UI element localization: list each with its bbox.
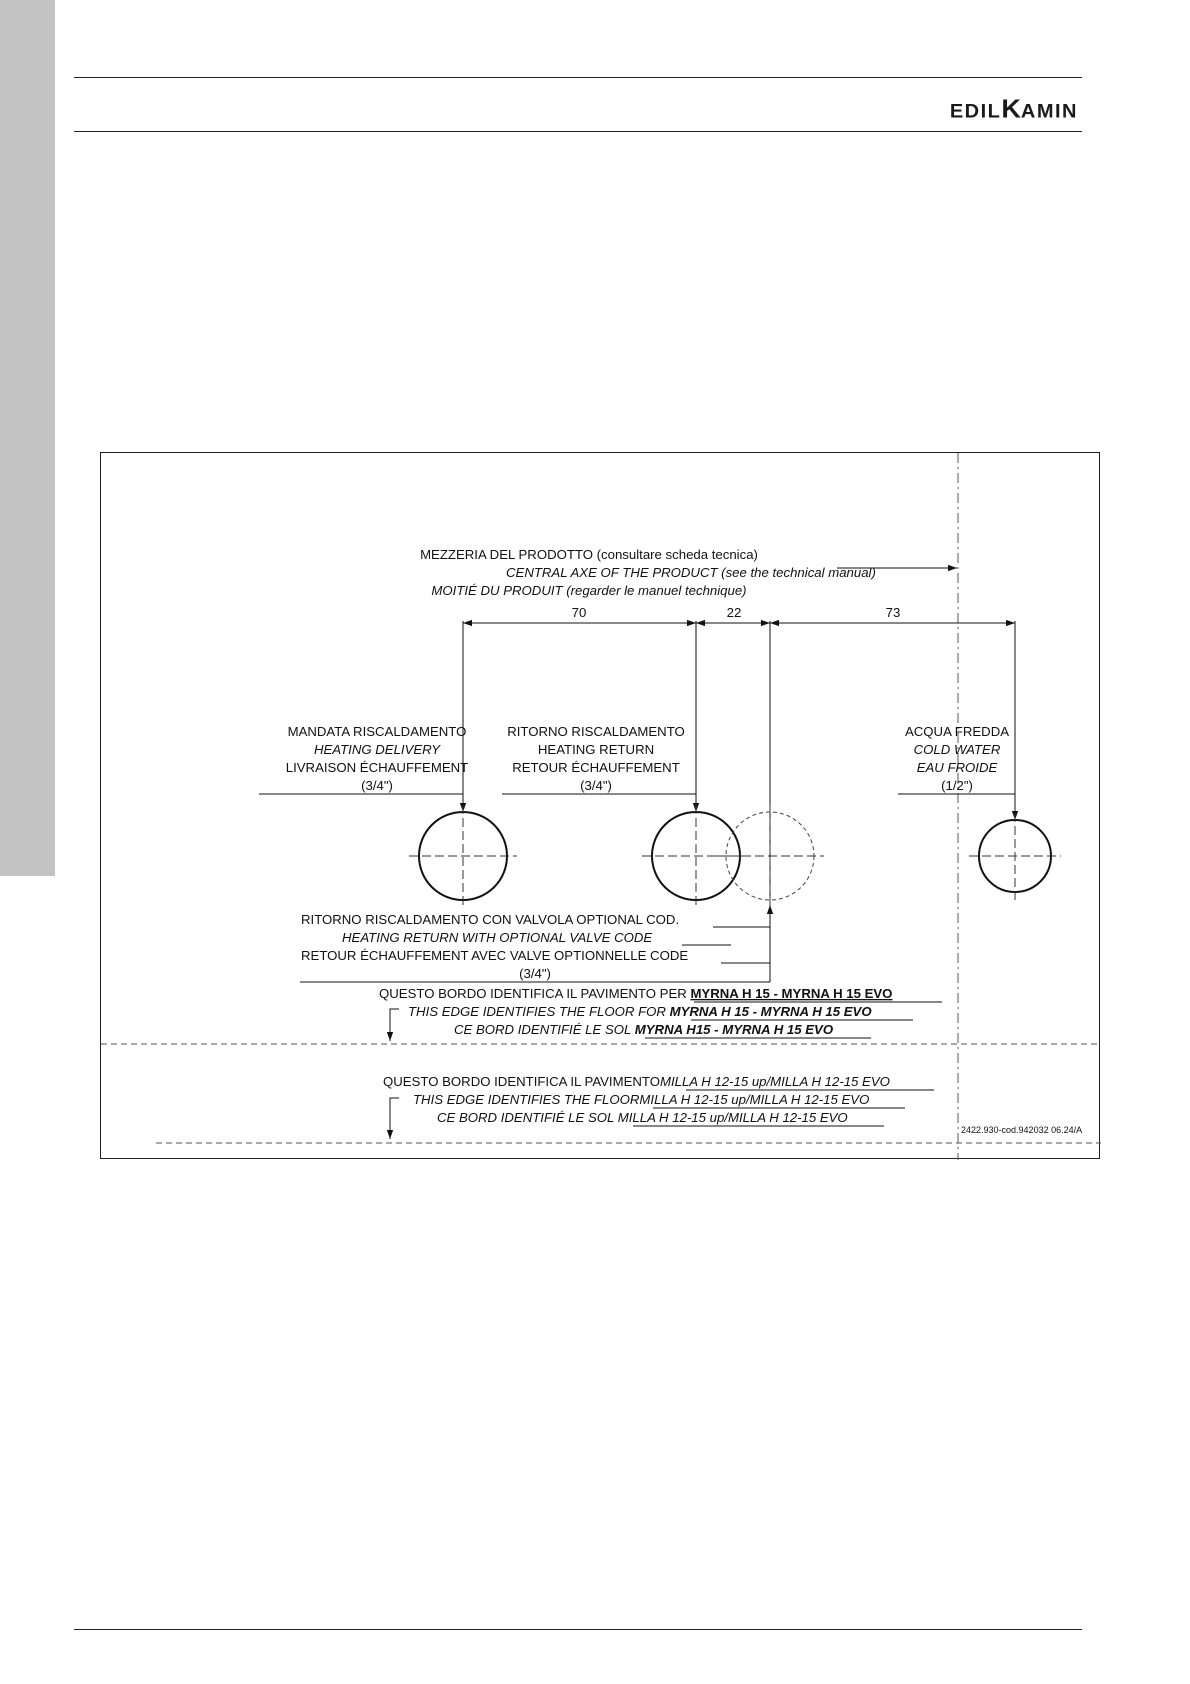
central-axis-label-it: MEZZERIA DEL PRODOTTO (consultare scheda tecnica)	[420, 547, 758, 562]
edilkamin-logo: EDILKAMIN	[949, 94, 1078, 124]
milla-floor-fr: CE BORD IDENTIFIÉ LE SOL MILLA H 12-15 up/MILLA H 12-15 EVO	[437, 1110, 848, 1125]
return-size: (3/4")	[580, 778, 612, 793]
myrna-floor-it: QUESTO BORDO IDENTIFICA IL PAVIMENTO PER MYRNA H 15 - MYRNA H 15 EVO	[379, 986, 893, 1001]
drawing-code: 2422.930-cod.942032 06.24/A	[961, 1125, 1083, 1135]
milla-floor-en: THIS EDGE IDENTIFIES THE FLOORMILLA H 12-15 up/MILLA H 12-15 EVO	[413, 1092, 870, 1107]
delivery-label-fr: LIVRAISON ÉCHAUFFEMENT	[285, 760, 469, 775]
milla-floor-arrow	[390, 1098, 399, 1139]
return-label-it: RITORNO RISCALDAMENTO	[507, 724, 685, 739]
central-axis-label-en: CENTRAL AXE OF THE PRODUCT (see the technical manual)	[506, 565, 876, 580]
dimension-value-73: 73	[885, 605, 901, 620]
cold-water-pipe-circle	[969, 813, 1061, 900]
myrna-floor-fr: CE BORD IDENTIFIÉ LE SOL MYRNA H15 - MYRNA H 15 EVO	[454, 1022, 834, 1037]
myrna-floor-arrow	[390, 1009, 399, 1041]
valve-label-it: RITORNO RISCALDAMENTO CON VALVOLA OPTIONAL COD.	[301, 912, 680, 927]
central-axis-label-fr: MOITIÉ DU PRODUIT (regarder le manuel technique)	[431, 583, 747, 598]
milla-floor-it: QUESTO BORDO IDENTIFICA IL PAVIMENTOMILLA H 12-15 up/MILLA H 12-15 EVO	[383, 1074, 890, 1089]
delivery-pipe-circle	[409, 805, 517, 908]
cold-water-label-it: ACQUA FREDDA	[904, 724, 1010, 739]
valve-size: (3/4")	[519, 966, 551, 981]
dimension-value-22: 22	[726, 605, 742, 620]
return-label-en: HEATING RETURN	[537, 742, 655, 757]
cold-water-size: (1/2")	[941, 778, 973, 793]
cold-water-label-en: COLD WATER	[913, 742, 1001, 757]
delivery-label-en: HEATING DELIVERY	[313, 742, 441, 757]
dimension-value-70: 70	[571, 605, 587, 620]
side-section-tab	[0, 0, 55, 876]
header-top-rule	[74, 77, 1082, 78]
header-bottom-rule	[74, 131, 1082, 132]
myrna-floor-en: THIS EDGE IDENTIFIES THE FLOOR FOR MYRNA H 15 - MYRNA H 15 EVO	[408, 1004, 872, 1019]
valve-label-en: HEATING RETURN WITH OPTIONAL VALVE CODE	[342, 930, 653, 945]
delivery-size: (3/4")	[361, 778, 393, 793]
return-label-fr: RETOUR ÉCHAUFFEMENT	[512, 760, 680, 775]
delivery-label-it: MANDATA RISCALDAMENTO	[287, 724, 467, 739]
connection-diagram	[100, 452, 1100, 1159]
footer-rule	[74, 1629, 1082, 1630]
valve-label-fr: RETOUR ÉCHAUFFEMENT AVEC VALVE OPTIONNELLE CODE	[301, 948, 689, 963]
cold-water-label-fr: EAU FROIDE	[916, 760, 998, 775]
